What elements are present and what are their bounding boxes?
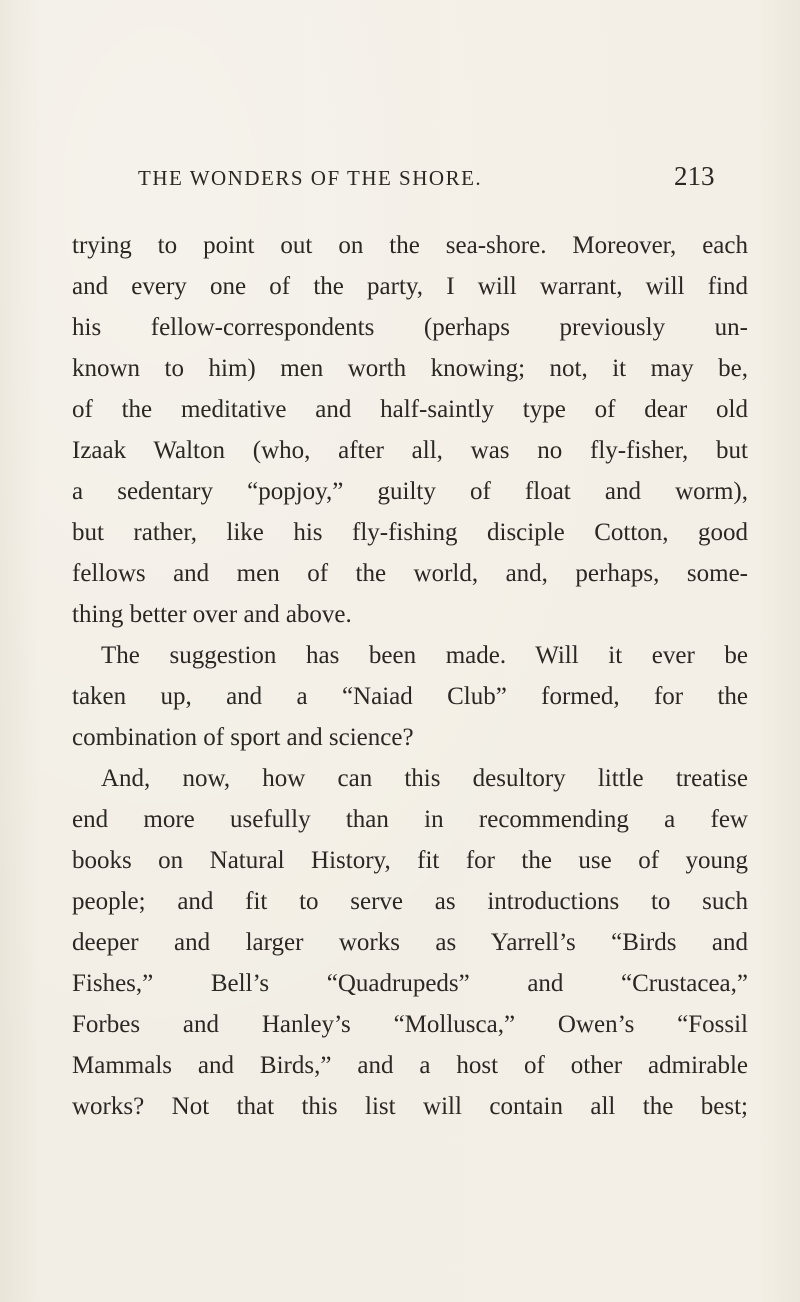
text-line: Fishes,” Bell’s “Quadrupeds” and “Crustacea,” xyxy=(72,970,748,997)
text-line: but rather, like his fly-fishing disciple Cotton, good xyxy=(72,519,748,546)
text-line: combination of sport and science? xyxy=(72,724,414,751)
text-line: thing better over and above. xyxy=(72,601,352,628)
text-line: And, now, how can this desultory little treatise xyxy=(101,765,748,792)
text-line: deeper and larger works as Yarrell’s “Birds and xyxy=(72,929,748,956)
text-line: Forbes and Hanley’s “Mollusca,” Owen’s “Fossil xyxy=(72,1011,748,1038)
text-line: fellows and men of the world, and, perhaps, some- xyxy=(72,560,748,587)
text-line: known to him) men worth knowing; not, it may be, xyxy=(72,355,748,382)
text-line: his fellow-correspondents (perhaps previously un- xyxy=(72,314,748,341)
text-line: a sedentary “popjoy,” guilty of float and worm), xyxy=(72,478,748,505)
text-line: taken up, and a “Naiad Club” formed, for the xyxy=(72,683,748,710)
page-header xyxy=(138,161,738,196)
text-line: Izaak Walton (who, after all, was no fly-fisher, but xyxy=(72,437,748,464)
page-number: 213 xyxy=(674,161,715,191)
text-line: and every one of the party, I will warrant, will find xyxy=(72,273,748,300)
text-line: end more usefully than in recommending a few xyxy=(72,806,748,833)
text-line: books on Natural History, fit for the use of young xyxy=(72,847,748,874)
text-line: works? Not that this list will contain all the best; xyxy=(72,1093,748,1120)
text-line: trying to point out on the sea-shore. Moreover, each xyxy=(72,232,748,259)
text-line: people; and fit to serve as introductions to such xyxy=(72,888,748,915)
text-line: of the meditative and half-saintly type of dear old xyxy=(72,396,748,423)
running-title: THE WONDERS OF THE SHORE. xyxy=(138,166,483,190)
text-line: Mammals and Birds,” and a host of other admirable xyxy=(72,1052,748,1079)
text-line: The suggestion has been made. Will it ever be xyxy=(101,642,748,669)
